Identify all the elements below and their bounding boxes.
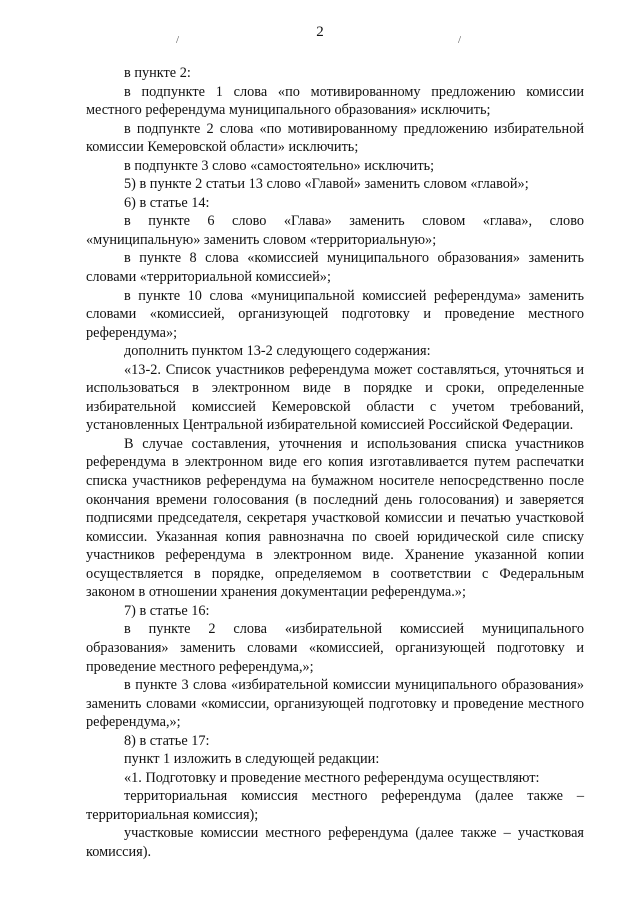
scan-mark-right: / bbox=[458, 34, 462, 46]
paragraph: в пункте 3 слова «избирательной комиссии муниципального образования» заменить словами «комиссии, организующей подготовку и проведение местного референдума,»; bbox=[86, 677, 584, 731]
paragraph: в пункте 2: bbox=[124, 65, 191, 81]
paragraph: в пункте 6 слово «Глава» заменить словом «глава», слово «муниципальную» заменить словом «территориальную»; bbox=[86, 213, 584, 248]
paragraph: «13-2. Список участников референдума может составляться, уточняться и использоваться в электронном виде в порядке и сроки, определенные избирательной комиссией Кемеровской области с учетом требований, установленных Центральной избирательной комиссией Российской Федерации. bbox=[86, 361, 584, 434]
paragraph: в подпункте 3 слово «самостоятельно» исключить; bbox=[124, 157, 435, 174]
paragraph: 5) в пункте 2 статьи 13 слово «Главой» заменить словом «главой»; bbox=[124, 176, 529, 193]
paragraph: в пункте 10 слова «муниципальной комиссией референдума» заменить словами «комиссией, организующей подготовку и проведение местного референдума»; bbox=[86, 287, 584, 341]
scan-mark-left: / bbox=[176, 34, 180, 46]
page-number: 2 bbox=[316, 24, 324, 40]
paragraph: участковые комиссии местного референдума (далее также – участковая комиссия). bbox=[86, 825, 584, 860]
paragraph: пункт 1 изложить в следующей редакции: bbox=[124, 751, 380, 768]
paragraph: в подпункте 1 слова «по мотивированному предложению комиссии местного референдума муниципального образования» исключить; bbox=[86, 83, 584, 119]
paragraph: 6) в статье 14: bbox=[124, 194, 210, 211]
paragraph: в пункте 8 слова «комиссией муниципального образования» заменить словами «территориальной комиссией»; bbox=[86, 250, 584, 286]
paragraph: территориальная комиссия местного референдума (далее также – территориальная комиссия); bbox=[86, 788, 584, 823]
paragraph: 7) в статье 16: bbox=[124, 602, 210, 619]
paragraph: В случае составления, уточнения и использования списка участников референдума в электронном виде его копия изготавливается путем распечатки списка участников референдума на бумажном носителе непосредственно после окончания времени голосования (в последний день голосования) и заверяется подписями председателя, секретаря участковой комиссии и печатью участковой комиссии. Указанная копия равнозначна по своей юридической силе списку участников референдума в электронном виде. Хранение указанной копии осуществляется в порядке, определяемом в соответствии с Федеральным законом в отношении хранения документации референдума.»; bbox=[86, 435, 584, 601]
paragraph: в подпункте 2 слова «по мотивированному предложению избирательной комиссии Кемеровской области» исключить; bbox=[86, 120, 584, 156]
document-body bbox=[86, 64, 584, 862]
paragraph: дополнить пунктом 13-2 следующего содержания: bbox=[124, 343, 431, 360]
paragraph: «1. Подготовку и проведение местного референдума осуществляют: bbox=[124, 769, 540, 786]
paragraph: 8) в статье 17: bbox=[124, 732, 210, 749]
paragraph: в пункте 2 слова «избирательной комиссией муниципального образования» заменить словами «комиссией, организующей подготовку и проведение местного референдума,»; bbox=[86, 621, 584, 675]
